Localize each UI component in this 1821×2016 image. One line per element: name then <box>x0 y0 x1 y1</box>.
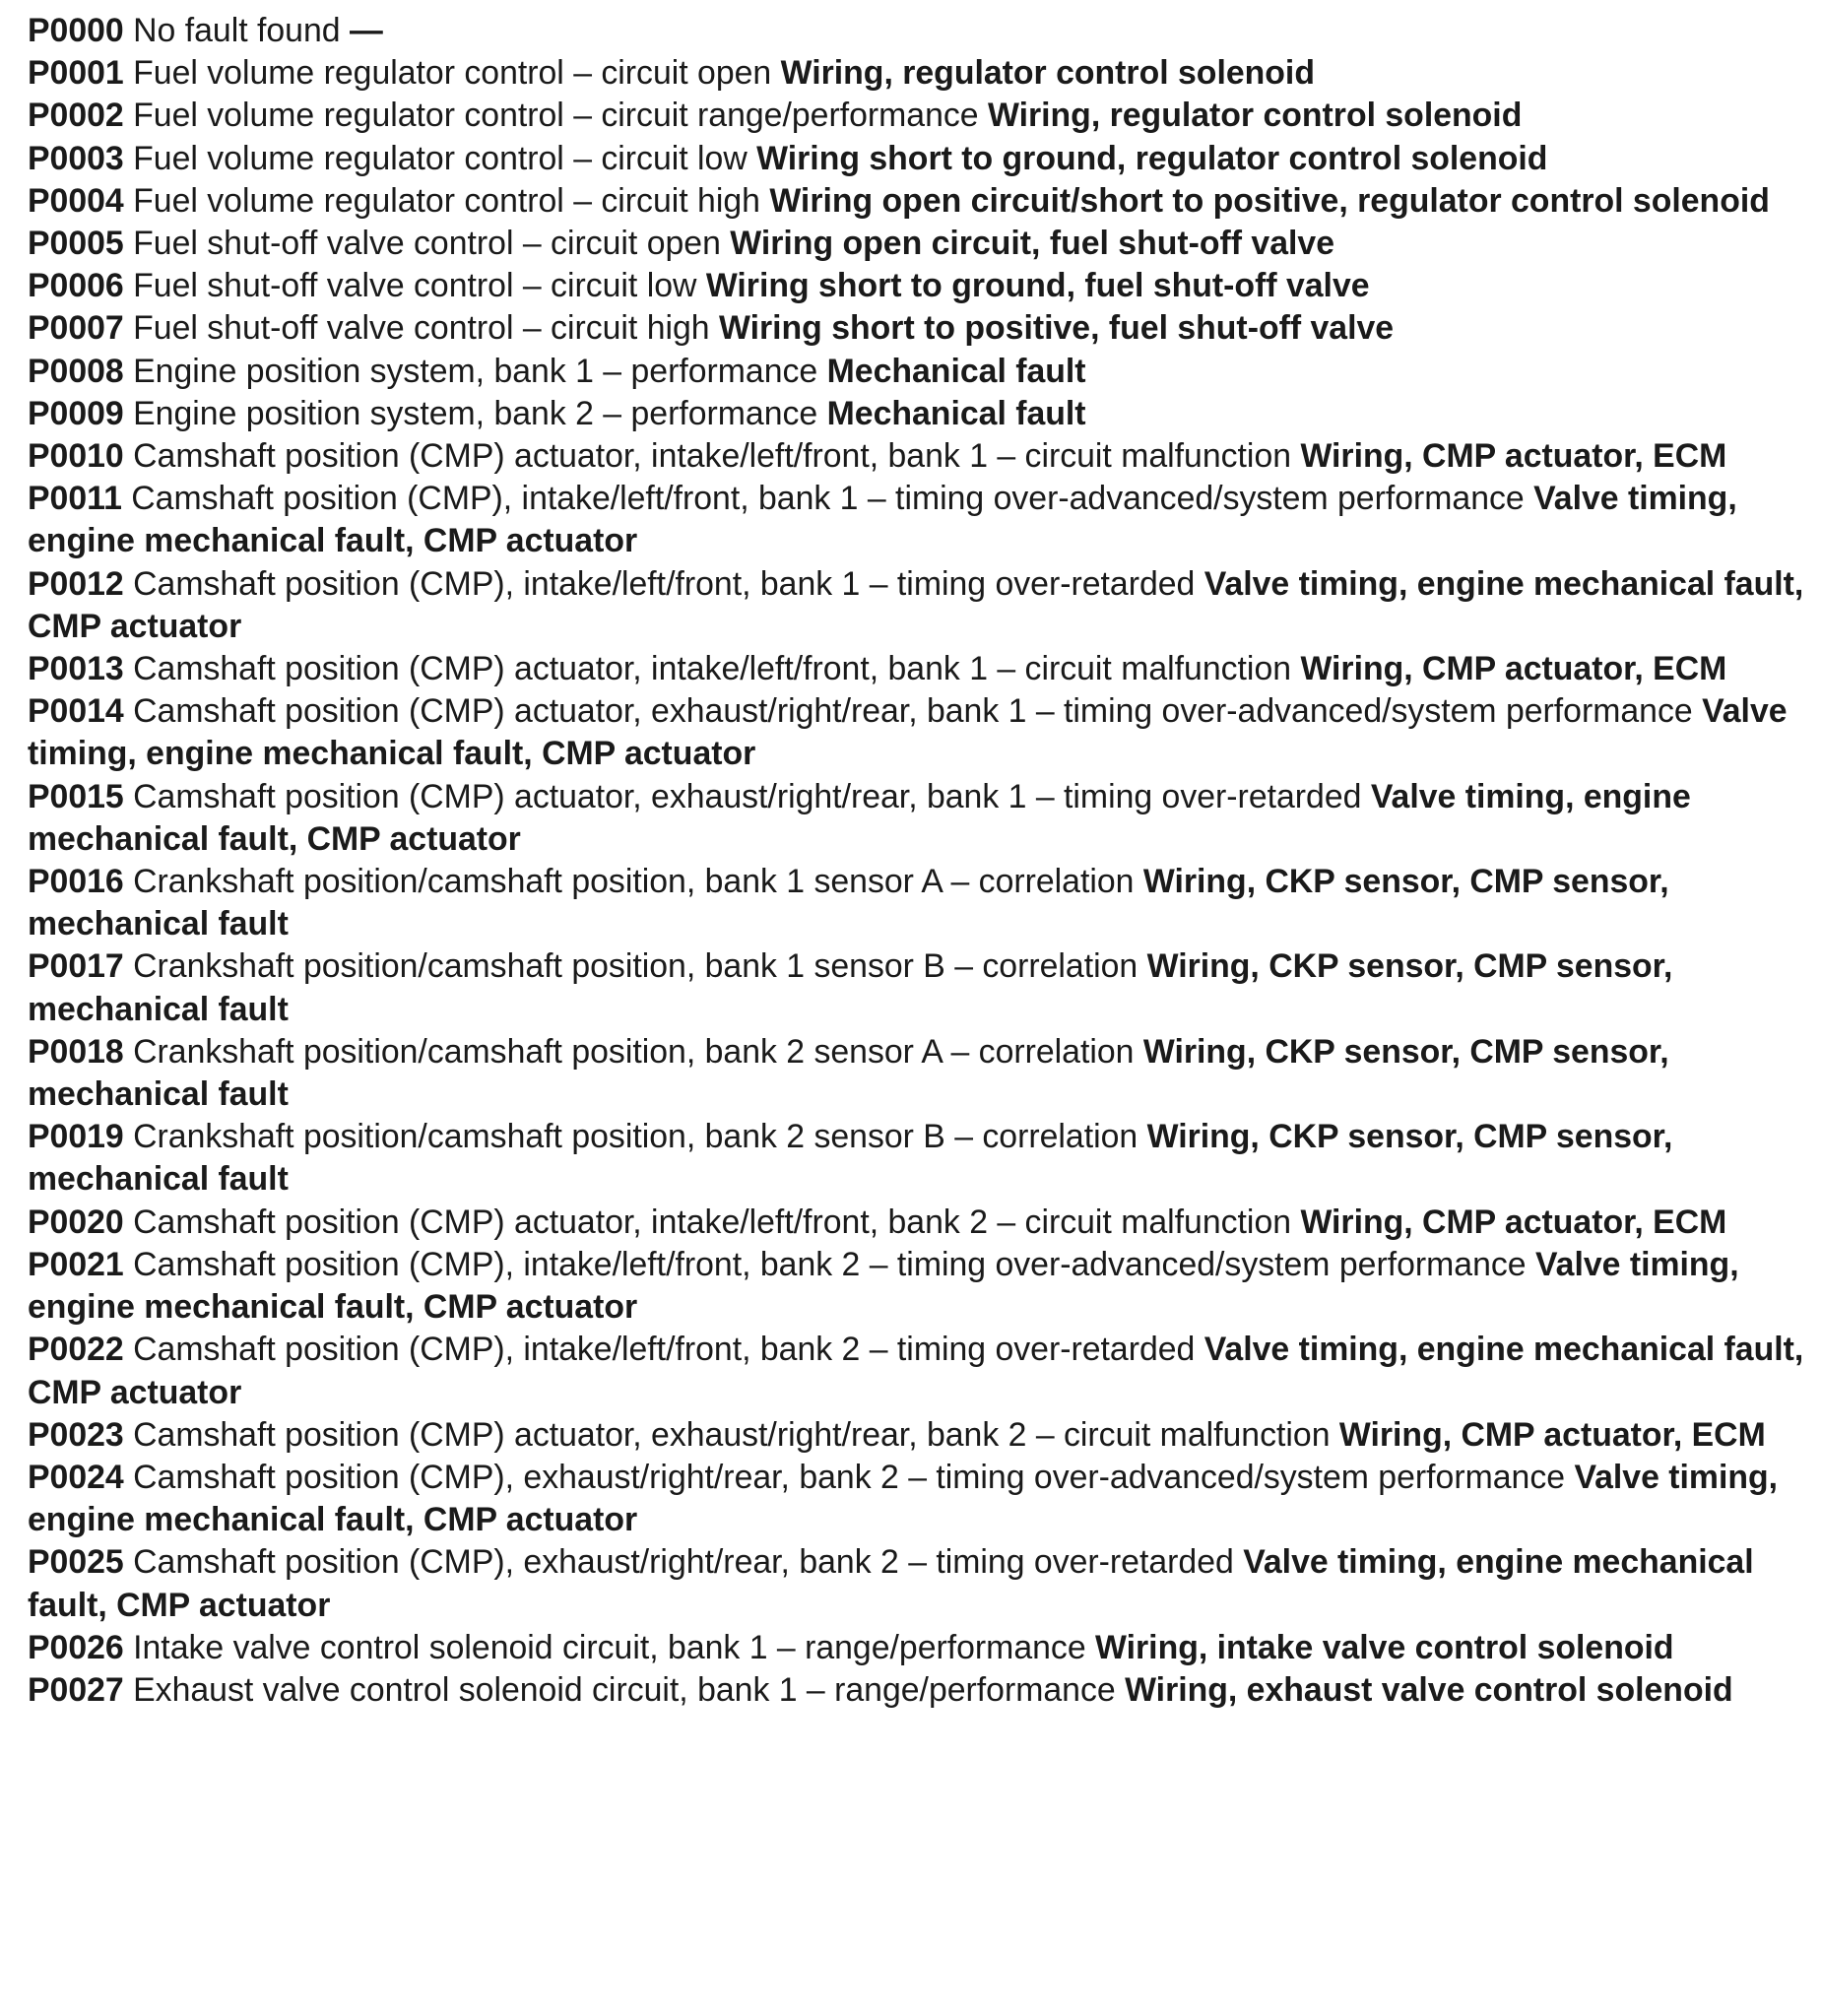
fault-code-entry <box>28 265 1805 307</box>
probable-cause: Valve timing, engine mechanical fault, CMP actuator <box>28 777 1691 858</box>
fault-description: Camshaft position (CMP) actuator, intake/left/front, bank 2 – circuit malfunction <box>133 1203 1292 1241</box>
fault-description: Crankshaft position/camshaft position, bank 1 sensor B – correlation <box>133 947 1138 986</box>
fault-code-entry <box>28 52 1805 95</box>
fault-code: P0008 <box>28 352 124 390</box>
fault-code: P0015 <box>28 777 124 815</box>
probable-cause: Mechanical fault <box>826 394 1086 432</box>
fault-code: P0002 <box>28 97 124 135</box>
probable-cause: Wiring short to positive, fuel shut-off valve <box>719 309 1395 348</box>
fault-code-entry <box>28 307 1805 350</box>
probable-cause: Valve timing, engine mechanical fault, CMP actuator <box>28 1458 1779 1539</box>
fault-code: P0001 <box>28 54 124 93</box>
probable-cause: Wiring, exhaust valve control solenoid <box>1125 1670 1733 1709</box>
fault-code-entry <box>28 690 1805 775</box>
fault-description: Fuel volume regulator control – circuit open <box>133 54 772 93</box>
fault-code: P0016 <box>28 863 124 901</box>
fault-code-entry <box>28 393 1805 435</box>
probable-cause: Valve timing, engine mechanical fault, CMP actuator <box>28 564 1804 645</box>
probable-cause: Wiring, CMP actuator, ECM <box>1300 1203 1727 1241</box>
fault-code-entry <box>28 95 1805 137</box>
fault-description: Camshaft position (CMP) actuator, intake/left/front, bank 1 – circuit malfunction <box>133 437 1292 476</box>
fault-description: Camshaft position (CMP) actuator, exhaust/right/rear, bank 2 – circuit malfunction <box>133 1415 1331 1454</box>
probable-cause: Wiring, regulator control solenoid <box>988 97 1523 135</box>
fault-description: Fuel shut-off valve control – circuit high <box>133 309 710 348</box>
fault-code: P0019 <box>28 1118 124 1156</box>
probable-cause: Wiring, CKP sensor, CMP sensor, mechanical fault <box>28 863 1669 943</box>
fault-code: P0000 <box>28 12 124 49</box>
probable-cause: Wiring, CMP actuator, ECM <box>1300 650 1727 688</box>
fault-code-entry <box>28 1414 1805 1457</box>
fault-code: P0009 <box>28 394 124 432</box>
fault-code-entry <box>28 478 1805 562</box>
fault-code: P0024 <box>28 1458 124 1496</box>
probable-cause: Wiring short to ground, regulator control solenoid <box>756 139 1548 177</box>
fault-description: Fuel shut-off valve control – circuit open <box>133 225 721 263</box>
fault-code: P0012 <box>28 564 124 603</box>
fault-code: P0007 <box>28 309 124 348</box>
fault-code-entry <box>28 1031 1805 1116</box>
fault-description: Intake valve control solenoid circuit, bank 1 – range/performance <box>133 1628 1086 1666</box>
fault-code-entry <box>28 351 1805 393</box>
fault-description: Camshaft position (CMP), exhaust/right/rear, bank 2 – timing over-retarded <box>133 1543 1234 1582</box>
fault-code: P0018 <box>28 1032 124 1071</box>
probable-cause: Wiring short to ground, fuel shut-off valve <box>705 267 1370 305</box>
fault-description: Camshaft position (CMP) actuator, exhaust/right/rear, bank 1 – timing over-advanced/system performance <box>133 692 1693 731</box>
probable-cause: Wiring open circuit, fuel shut-off valve <box>730 225 1335 263</box>
fault-code-entry <box>28 10 1805 52</box>
probable-cause: — <box>349 12 383 49</box>
fault-code-entry <box>28 1457 1805 1541</box>
fault-code: P0026 <box>28 1628 124 1666</box>
probable-cause: Wiring open circuit/short to positive, regulator control solenoid <box>769 181 1770 220</box>
fault-description: Crankshaft position/camshaft position, bank 2 sensor A – correlation <box>133 1032 1135 1071</box>
fault-code-entry <box>28 180 1805 223</box>
fault-code-entry <box>28 1244 1805 1329</box>
fault-code-entry <box>28 223 1805 265</box>
fault-code: P0014 <box>28 692 124 731</box>
fault-description: Camshaft position (CMP), intake/left/front, bank 1 – timing over-retarded <box>133 564 1196 603</box>
fault-code: P0004 <box>28 181 124 220</box>
fault-description: No fault found <box>133 12 341 49</box>
fault-code-entry <box>28 138 1805 180</box>
fault-code-entry <box>28 945 1805 1030</box>
fault-code-entry <box>28 861 1805 945</box>
probable-cause: Wiring, CKP sensor, CMP sensor, mechanical fault <box>28 947 1673 1028</box>
fault-code-list <box>28 10 1805 1712</box>
fault-description: Camshaft position (CMP), intake/left/front, bank 2 – timing over-advanced/system performance <box>133 1245 1527 1283</box>
probable-cause: Wiring, CKP sensor, CMP sensor, mechanical fault <box>28 1032 1669 1114</box>
fault-description: Fuel shut-off valve control – circuit low <box>133 267 697 305</box>
probable-cause: Valve timing, engine mechanical fault, CMP actuator <box>28 480 1737 560</box>
fault-code-entry <box>28 776 1805 861</box>
fault-code: P0006 <box>28 267 124 305</box>
fault-description: Camshaft position (CMP), intake/left/front, bank 2 – timing over-retarded <box>133 1331 1196 1369</box>
probable-cause: Wiring, regulator control solenoid <box>780 54 1315 93</box>
fault-code: P0003 <box>28 139 124 177</box>
fault-code: P0013 <box>28 650 124 688</box>
fault-code-entry <box>28 1329 1805 1413</box>
fault-code: P0010 <box>28 437 124 476</box>
probable-cause: Valve timing, engine mechanical fault, CMP actuator <box>28 1543 1754 1624</box>
fault-code-entry <box>28 1669 1805 1712</box>
fault-description: Engine position system, bank 2 – performance <box>133 394 818 432</box>
fault-code: P0020 <box>28 1203 124 1241</box>
fault-code: P0023 <box>28 1415 124 1454</box>
fault-code: P0017 <box>28 947 124 986</box>
fault-code-entry <box>28 1202 1805 1244</box>
fault-code-entry <box>28 1541 1805 1626</box>
probable-cause: Valve timing, engine mechanical fault, CMP actuator <box>28 692 1788 773</box>
fault-description: Camshaft position (CMP) actuator, intake/left/front, bank 1 – circuit malfunction <box>133 650 1292 688</box>
fault-code: P0011 <box>28 480 122 518</box>
fault-code-entry <box>28 1627 1805 1669</box>
fault-description: Camshaft position (CMP), intake/left/front, bank 1 – timing over-advanced/system performance <box>131 480 1525 518</box>
fault-description: Fuel volume regulator control – circuit range/performance <box>133 97 979 135</box>
fault-code: P0005 <box>28 225 124 263</box>
fault-description: Fuel volume regulator control – circuit high <box>133 181 760 220</box>
probable-cause: Wiring, intake valve control solenoid <box>1095 1628 1674 1666</box>
probable-cause: Mechanical fault <box>826 352 1086 390</box>
fault-description: Engine position system, bank 1 – performance <box>133 352 818 390</box>
fault-code-entry <box>28 435 1805 478</box>
fault-code-entry <box>28 648 1805 690</box>
fault-code: P0022 <box>28 1331 124 1369</box>
fault-description: Camshaft position (CMP), exhaust/right/rear, bank 2 – timing over-advanced/system performance <box>133 1458 1566 1496</box>
probable-cause: Wiring, CKP sensor, CMP sensor, mechanical fault <box>28 1118 1673 1199</box>
fault-description: Exhaust valve control solenoid circuit, bank 1 – range/performance <box>133 1670 1116 1709</box>
probable-cause: Valve timing, engine mechanical fault, CMP actuator <box>28 1245 1739 1327</box>
fault-code-entry <box>28 1116 1805 1201</box>
fault-description: Fuel volume regulator control – circuit low <box>133 139 748 177</box>
fault-description: Crankshaft position/camshaft position, bank 2 sensor B – correlation <box>133 1118 1138 1156</box>
probable-cause: Wiring, CMP actuator, ECM <box>1338 1415 1766 1454</box>
fault-code: P0021 <box>28 1245 124 1283</box>
fault-code-entry <box>28 563 1805 648</box>
fault-description: Camshaft position (CMP) actuator, exhaust/right/rear, bank 1 – timing over-retarded <box>133 777 1362 815</box>
fault-code: P0025 <box>28 1543 124 1582</box>
fault-code: P0027 <box>28 1670 124 1709</box>
probable-cause: Wiring, CMP actuator, ECM <box>1300 437 1727 476</box>
fault-description: Crankshaft position/camshaft position, bank 1 sensor A – correlation <box>133 863 1135 901</box>
probable-cause: Valve timing, engine mechanical fault, CMP actuator <box>28 1331 1804 1411</box>
